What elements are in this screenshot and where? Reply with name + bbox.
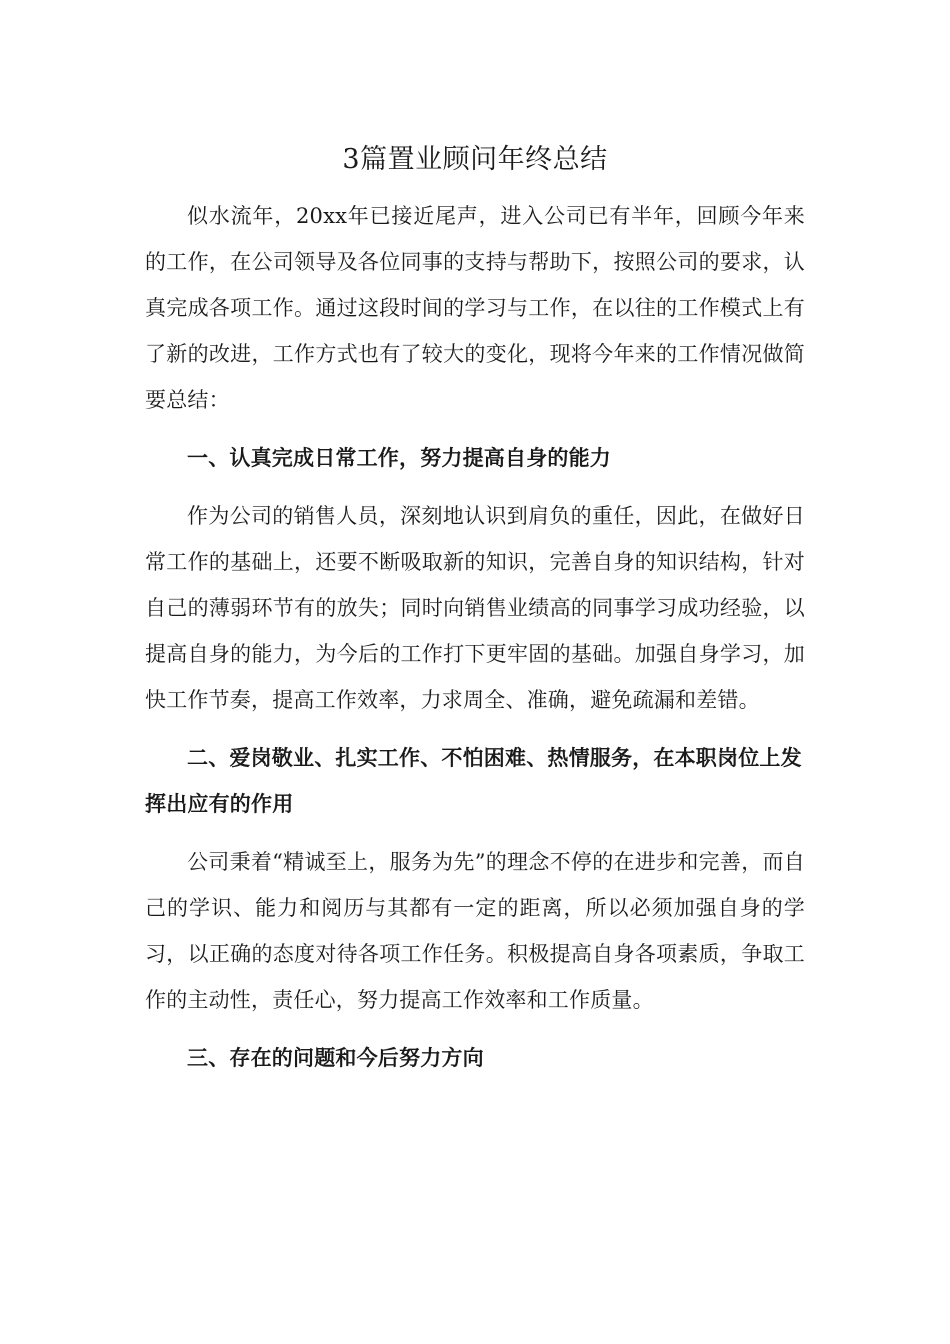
- section-2-body: 公司秉着“精诚至上，服务为先”的理念不停的在进步和完善，而自己的学识、能力和阅历与其都有一定的距离，所以必须加强自身的学习，以正确的态度对待各项工作任务。积极提高自身各项素质，争取工作的主动性，责任心，努力提高工作效率和工作质量。: [145, 850, 805, 1012]
- section-1-body: 作为公司的销售人员，深刻地认识到肩负的重任，因此，在做好日常工作的基础上，还要不断吸取新的知识，完善自身的知识结构，针对自己的薄弱环节有的放失；同时向销售业绩高的同事学习成功经验，以提高自身的能力，为今后的工作打下更牢固的基础。加强自身学习，加快工作节奏，提高工作效率，力求周全、准确，避免疏漏和差错。: [145, 504, 805, 712]
- spacer: [145, 423, 805, 435]
- section-1-heading: 一、认真完成日常工作，努力提高自身的能力: [187, 445, 611, 470]
- spacer: [145, 827, 805, 839]
- spacer: [145, 481, 805, 493]
- section-2-heading: 二、爱岗敬业、扎实工作、不怕困难、热情服务，在本职岗位上发挥出应有的作用: [145, 745, 802, 816]
- document-title: 3篇置业顾问年终总结: [342, 144, 608, 175]
- intro-paragraph: 似水流年，20xx年已接近尾声，进入公司已有半年，回顾今年来的工作，在公司领导及各位同事的支持与帮助下，按照公司的要求，认真完成各项工作。通过这段时间的学习与工作，在以往的工作模式上有了新的改进，工作方式也有了较大的变化，现将今年来的工作情况做简要总结：: [145, 204, 805, 412]
- document-body: [145, 193, 805, 1081]
- section-3-heading: 三、存在的问题和今后努力方向: [187, 1045, 484, 1070]
- spacer: [145, 723, 805, 735]
- spacer: [145, 1023, 805, 1035]
